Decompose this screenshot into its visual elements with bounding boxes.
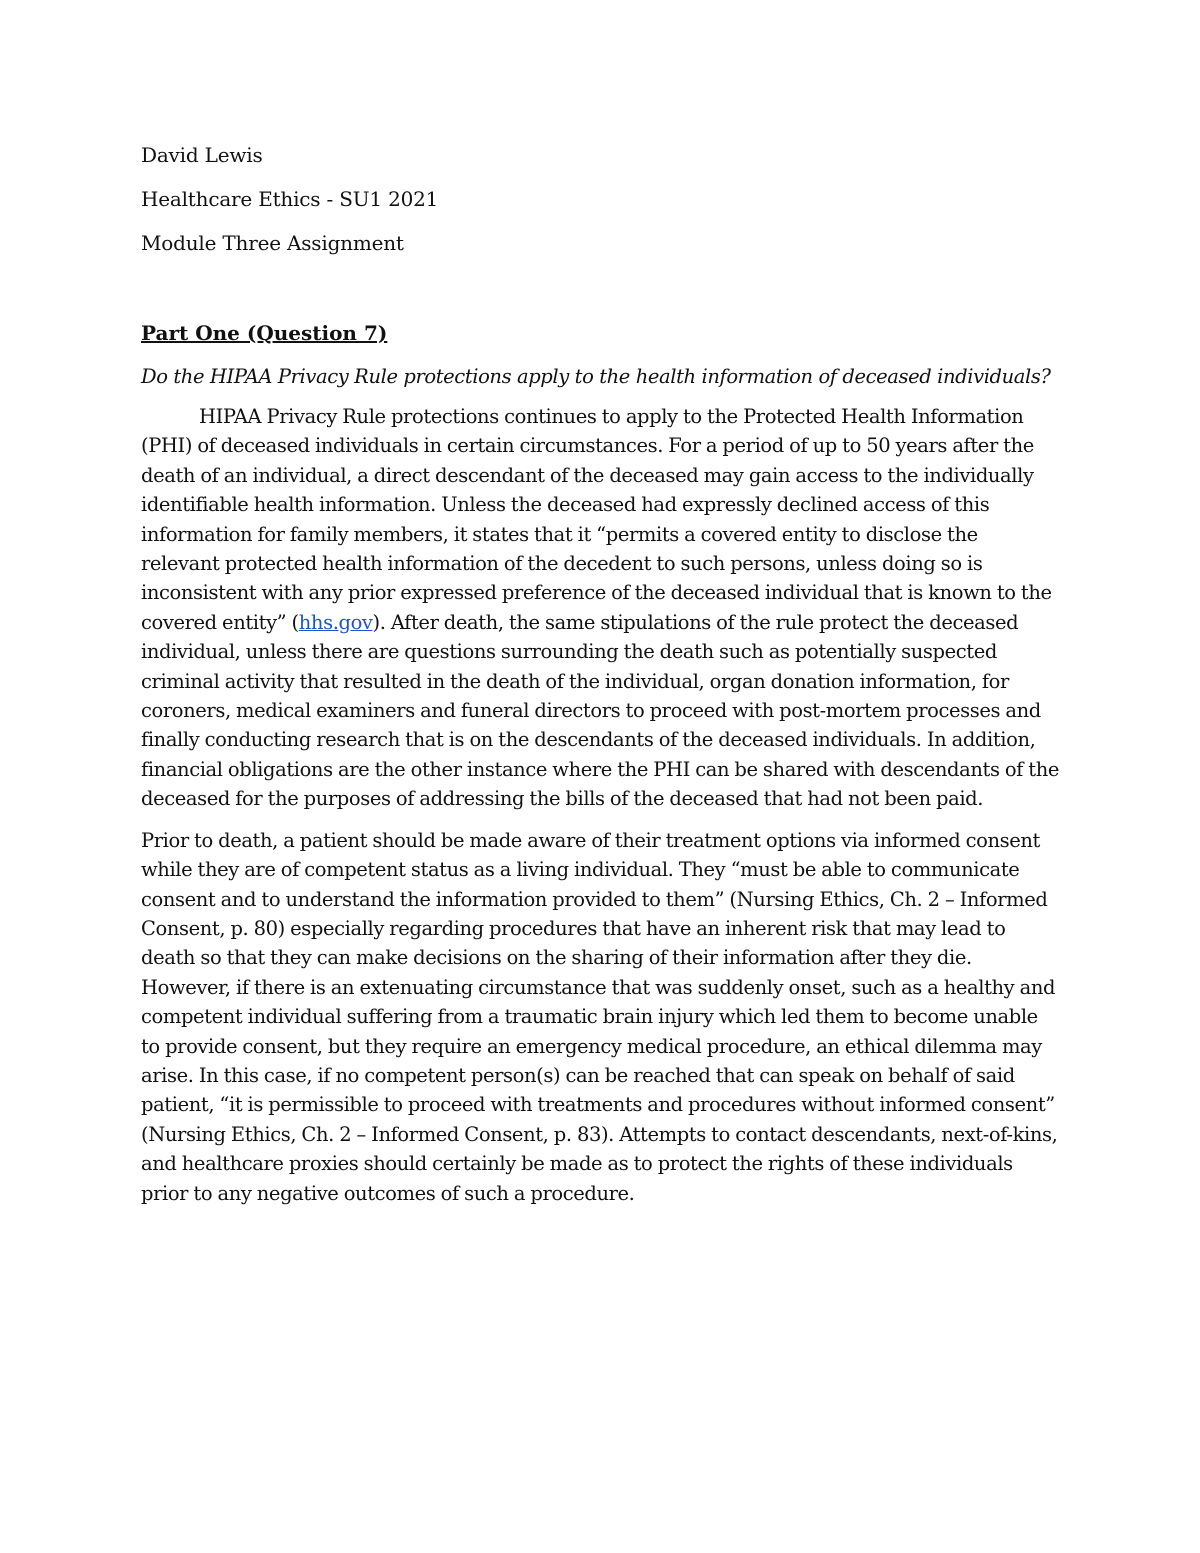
paragraph-1-text-before-link: HIPAA Privacy Rule protections continues to apply to the Protected Health Information (PHI) of deceased individuals in certain circumstances. For a period of up to 50 years after the death of an individual, a direct descendant of the deceased may gain access to the individually identifiable health information. Unless the deceased had expressly declined access of this information for family members, it states that it “permits a covered entity to disclose the relevant protected health information of the decedent to such persons, unless doing so is inconsistent with any prior expressed preference of the deceased individual that is known to the covered entity” (: [141, 405, 1052, 634]
hhs-gov-link[interactable]: hhs.gov: [298, 610, 373, 634]
paragraph-hipaa-privacy: [141, 402, 1061, 814]
course-title: Healthcare Ethics - SU1 2021: [141, 187, 439, 211]
paragraph-1-text-after-link: ). After death, the same stipulations of the rule protect the deceased individual, unless there are questions surrounding the death such as potentially suspected criminal activity that resulted in the death of the individual, organ donation information, for coroners, medical examiners and funeral directors to proceed with post-mortem processes and finally conducting research that is on the descendants of the deceased individuals. In addition, financial obligations are the other instance where the PHI can be shared with descendants of the deceased for the purposes of addressing the bills of the deceased that had not been paid.: [141, 610, 1060, 811]
assignment-title: Module Three Assignment: [141, 231, 404, 255]
document-body: [141, 140, 1061, 1208]
author-name: David Lewis: [141, 143, 263, 167]
section-heading: Part One (Question 7): [141, 321, 388, 345]
question-text: Do the HIPAA Privacy Rule protections apply to the health information of deceased individuals?: [141, 365, 1051, 388]
paragraph-informed-consent: Prior to death, a patient should be made aware of their treatment options via informed consent while they are of competent status as a living individual. They “must be able to communicate consent and to understand the information provided to them” (Nursing Ethics, Ch. 2 – Informed Consent, p. 80) especially regarding procedures that have an inherent risk that may lead to death so that they can make decisions on the sharing of their information after they die. However, if there is an extenuating circumstance that was suddenly onset, such as a healthy and competent individual suffering from a traumatic brain injury which led them to become unable to provide consent, but they require an emergency medical procedure, an ethical dilemma may arise. In this case, if no competent person(s) can be reached that can speak on behalf of said patient, “it is permissible to proceed with treatments and procedures without informed consent” (Nursing Ethics, Ch. 2 – Informed Consent, p. 83). Attempts to contact descendants, next-of-kins, and healthcare proxies should certainly be made as to protect the rights of these individuals prior to any negative outcomes of such a procedure.: [141, 828, 1058, 1205]
